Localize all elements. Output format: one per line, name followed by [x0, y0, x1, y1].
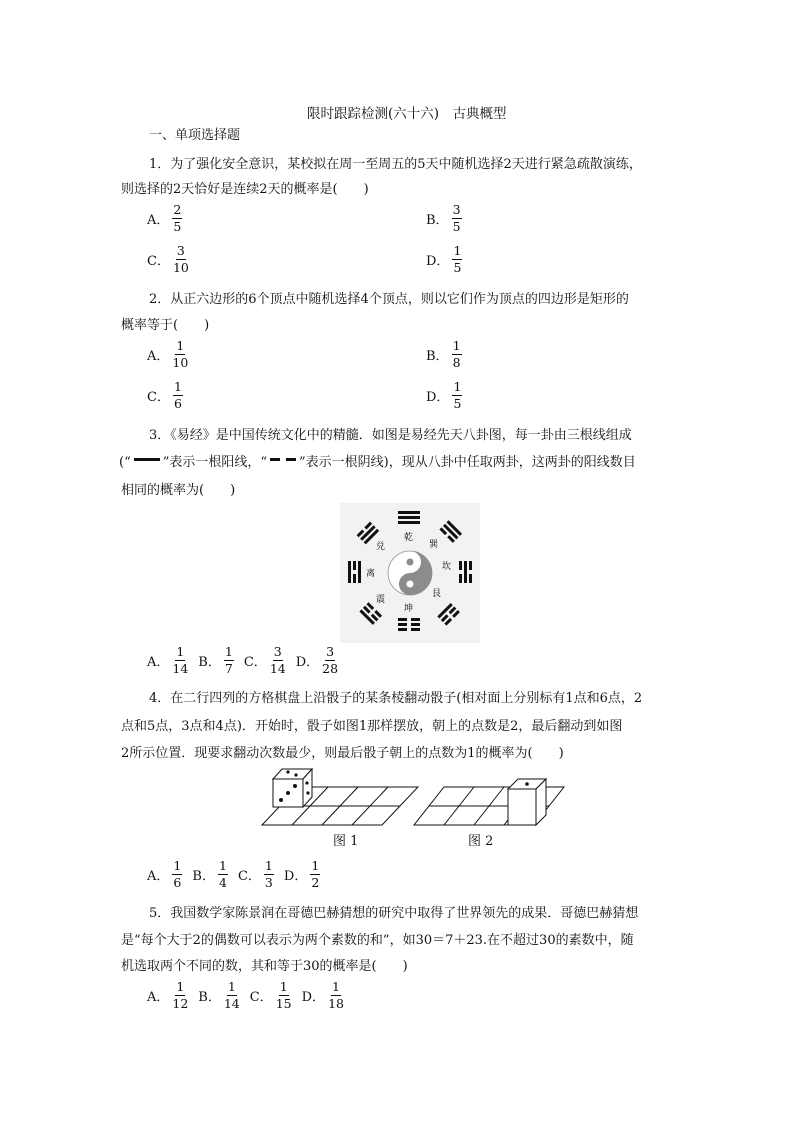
- numerator: 1: [453, 243, 462, 258]
- fraction: [172, 339, 188, 370]
- option-label: A．: [147, 349, 170, 364]
- q1-option-c[interactable]: [147, 244, 189, 275]
- option-label: C．: [249, 990, 273, 1005]
- option-label: B．: [426, 213, 449, 228]
- dice-cube: [508, 779, 546, 825]
- numerator: 1: [311, 858, 320, 873]
- denominator: 6: [173, 396, 182, 411]
- numerator: 3: [326, 644, 335, 659]
- q1-option-d[interactable]: [426, 244, 462, 275]
- q3-option-d[interactable]: [296, 645, 338, 676]
- denominator: 5: [452, 219, 461, 234]
- option-label: A．: [147, 655, 170, 670]
- section-heading: 一、单项选择题: [149, 128, 241, 143]
- option-label: D．: [426, 390, 450, 405]
- q5-option-c[interactable]: [250, 980, 292, 1011]
- denominator: 10: [172, 355, 189, 370]
- fraction: [452, 203, 462, 234]
- dice-dot: [525, 782, 529, 786]
- fraction: [218, 859, 228, 890]
- numerator: 1: [452, 338, 461, 353]
- question-4-line-1: 4．在二行四列的方格棋盘上沿骰子的某条棱翻动骰子(相对面上分别标有1点和6点，2: [149, 691, 643, 706]
- fraction: [172, 645, 188, 676]
- question-5-line-2: 是“每个大于2的偶数可以表示为两个素数的和”，如30＝7＋23.在不超过30的素数中，随: [121, 933, 634, 948]
- option-label: B．: [426, 349, 449, 364]
- figure-2-caption: 图 2: [468, 834, 494, 849]
- denominator: 3: [264, 875, 273, 890]
- option-label: B．: [192, 869, 215, 884]
- question-1-line-1: 1．为了强化安全意识，某校拟在周一至周五的5天中随机选择2天进行紧急疏散演练，: [149, 157, 642, 172]
- numerator: 1: [176, 644, 185, 659]
- q4-option-d[interactable]: [284, 859, 320, 890]
- figure-1-dice-board: [258, 765, 422, 829]
- trigram-label-gen: 艮: [432, 589, 442, 599]
- figure-1-caption: 图 1: [333, 834, 359, 849]
- trigram-label-kun: 坤: [404, 604, 414, 614]
- q3-option-b[interactable]: [198, 645, 234, 676]
- question-1-line-2: 则选择的2天恰好是连续2天的概率是( ): [121, 182, 369, 197]
- question-5-line-3: 机选取两个不同的数，其和等于30的概率是( ): [121, 959, 408, 974]
- question-2-line-2: 概率等于( ): [121, 318, 210, 333]
- option-label: B．: [198, 990, 221, 1005]
- q2-option-c[interactable]: [147, 380, 183, 411]
- q2-option-a[interactable]: [147, 339, 188, 370]
- question-4-line-2: 点和5点，3点和4点)．开始时，骰子如图1那样摆放，朝上的点数是2，最后翻动到如图: [121, 719, 623, 734]
- fraction: [264, 859, 274, 890]
- denominator: 6: [173, 875, 182, 890]
- numerator: 1: [176, 979, 185, 994]
- numerator: 2: [173, 202, 182, 217]
- numerator: 1: [173, 858, 182, 873]
- denominator: 5: [173, 219, 182, 234]
- option-label: C．: [243, 655, 267, 670]
- fraction: [276, 980, 292, 1011]
- denominator: 2: [311, 875, 320, 890]
- denominator: 7: [224, 661, 233, 676]
- denominator: 18: [328, 996, 344, 1011]
- q5-option-a[interactable]: [147, 980, 188, 1011]
- numerator: 1: [332, 979, 340, 994]
- yin-line-symbol: [270, 458, 296, 461]
- numerator: 3: [273, 644, 282, 659]
- yin-yang-icon: [388, 551, 432, 595]
- denominator: 8: [452, 355, 461, 370]
- denominator: 10: [172, 260, 189, 275]
- yang-line-symbol: [134, 458, 160, 461]
- option-label: A．: [147, 990, 170, 1005]
- page-title: 限时跟踪检测(六十六) 古典概型: [307, 106, 507, 122]
- numerator: 1: [227, 979, 236, 994]
- fraction: [173, 380, 183, 411]
- numerator: 3: [176, 243, 185, 258]
- numerator: 1: [173, 379, 182, 394]
- denominator: 28: [322, 661, 339, 676]
- fraction: [270, 645, 286, 676]
- option-label: C．: [147, 390, 170, 405]
- q3-option-c[interactable]: [244, 645, 286, 676]
- fraction: [452, 380, 462, 411]
- option-label: D．: [426, 254, 450, 269]
- option-label: B．: [198, 655, 221, 670]
- fraction: [452, 244, 462, 275]
- denominator: 4: [218, 875, 227, 890]
- numerator: 1: [264, 858, 273, 873]
- fraction: [322, 645, 338, 676]
- trigram-qian-icon: [398, 511, 420, 524]
- fraction: [328, 980, 344, 1011]
- denominator: 5: [453, 396, 462, 411]
- q4-option-b[interactable]: [192, 859, 228, 890]
- numerator: 1: [224, 644, 233, 659]
- trigram-label-kan: 坎: [442, 562, 452, 572]
- numerator: 1: [279, 979, 288, 994]
- q4-option-a[interactable]: [147, 859, 182, 890]
- dice-cube: [273, 769, 312, 807]
- bagua-diagram: [340, 503, 480, 643]
- fraction: [173, 244, 189, 275]
- denominator: 14: [172, 661, 189, 676]
- question-2-line-1: 2．从正六边形的6个顶点中随机选择4个顶点，则以它们作为顶点的四边形是矩形的: [149, 292, 629, 307]
- q1-option-b[interactable]: [426, 203, 462, 234]
- question-3-line-1: 3．《易经》是中国传统文化中的精髓．如图是易经先天八卦图，每一卦由三根线组成: [149, 428, 632, 443]
- denominator: 5: [453, 260, 462, 275]
- q5-option-b[interactable]: [198, 980, 239, 1011]
- trigram-label-dui: 兑: [376, 542, 386, 552]
- numerator: 1: [453, 379, 462, 394]
- question-5-line-1: 5．我国数学家陈景润在哥德巴赫猜想的研究中取得了世界领先的成果．哥德巴赫猜想: [149, 906, 639, 921]
- q1-option-a[interactable]: [147, 203, 182, 234]
- trigram-label-li: 离: [366, 569, 376, 579]
- fraction: [172, 980, 188, 1011]
- yang-description: ”表示一根阳线，“: [162, 455, 268, 470]
- trigram-label-zhen: 震: [376, 595, 386, 605]
- q3-option-a[interactable]: [147, 645, 188, 676]
- q5-option-d[interactable]: [302, 980, 344, 1011]
- fraction: [172, 203, 182, 234]
- question-4-line-3: 2所示位置．现要求翻动次数最少，则最后骰子朝上的点数为1的概率为( ): [121, 746, 564, 761]
- option-label: D．: [283, 869, 308, 884]
- numerator: 1: [176, 338, 185, 353]
- q2-option-b[interactable]: [426, 339, 462, 370]
- fraction: [224, 645, 234, 676]
- option-label: D．: [295, 655, 320, 670]
- option-label: C．: [147, 254, 170, 269]
- numerator: 1: [218, 858, 227, 873]
- denominator: 14: [269, 661, 286, 676]
- q4-option-c[interactable]: [238, 859, 274, 890]
- fraction: [452, 339, 462, 370]
- question-3-line-3: 相同的概率为( ): [121, 483, 236, 498]
- trigram-label-xun: 巽: [429, 540, 439, 550]
- option-label: D．: [301, 990, 326, 1005]
- q4-options: [147, 859, 320, 890]
- denominator: 12: [172, 996, 189, 1011]
- fraction: [172, 859, 182, 890]
- fraction: [224, 980, 240, 1011]
- figure-2-dice-board: [412, 777, 566, 829]
- option-label: A．: [147, 869, 170, 884]
- denominator: 14: [223, 996, 240, 1011]
- q2-option-d[interactable]: [426, 380, 462, 411]
- denominator: 15: [275, 996, 292, 1011]
- q5-options: [147, 980, 344, 1011]
- question-3-line-2: [119, 455, 636, 471]
- option-label: C．: [237, 869, 261, 884]
- trigram-label-qian: 乾: [404, 533, 414, 543]
- fraction: [310, 859, 320, 890]
- numerator: 3: [452, 202, 461, 217]
- yin-description: ”表示一根阴线)，现从八卦中任取两卦，这两卦的阳线数目: [299, 455, 636, 470]
- q3-options: [147, 645, 338, 676]
- quote-open: (“: [119, 455, 131, 470]
- option-label: A．: [147, 213, 170, 228]
